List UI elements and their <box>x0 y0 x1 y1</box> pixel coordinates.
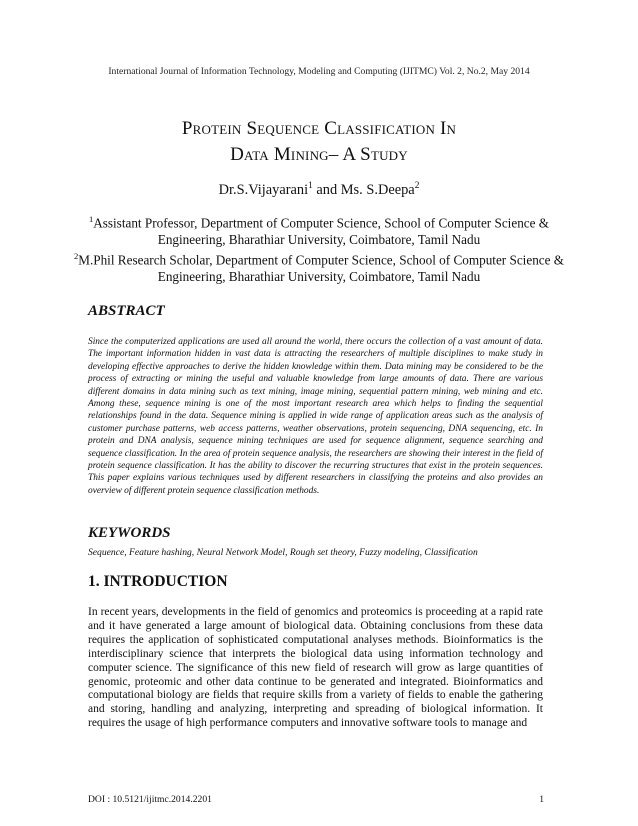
affiliation-1 <box>70 211 568 248</box>
journal-header: International Journal of Information Technology, Modeling and Computing (IJITMC) Vol. 2, No.2, May 2014 <box>108 66 530 77</box>
affiliation-1-mark: 1 <box>88 214 94 224</box>
author-2-affil-mark: 2 <box>414 181 420 191</box>
affiliation-1-text: Assistant Professor, Department of Computer Science, School of Computer Science & Engineering, Bharathiar University, Coimbatore, Tamil Nadu <box>93 215 550 247</box>
authors <box>0 181 638 199</box>
page-number: 1 <box>539 794 544 805</box>
title-line-1: Protein Sequence Classification In <box>181 118 457 139</box>
introduction-heading: 1. INTRODUCTION <box>88 573 228 590</box>
affiliation-2-text: M.Phil Research Scholar, Department of Computer Science, School of Computer Science & Engineering, Bharathiar University, Coimbatore, Tamil Nadu <box>78 252 565 284</box>
author-1: Dr.S.Vijayarani <box>218 181 309 198</box>
affiliation-2 <box>70 248 568 285</box>
author-joiner: and <box>312 181 341 198</box>
keywords-text: Sequence, Feature hashing, Neural Network Model, Rough set theory, Fuzzy modeling, Classification <box>88 547 478 558</box>
affiliations <box>70 211 568 285</box>
author-1-affil-mark: 1 <box>308 181 313 191</box>
abstract-heading: ABSTRACT <box>88 303 165 319</box>
affiliation-2-mark: 2 <box>73 250 79 261</box>
introduction-text: In recent years, developments in the field of genomics and proteomics is proceeding at a rapid rate and it have generated a large amount of biological data. Obtaining conclusions from these data requires the application of sophisticated computational analyses methods. Bioinformatics is the interdisciplinary science that interprets the biological data using information technology and computer science. The significance of this new field of research will grow as large quantities of genomic, proteomic and other data continue to be generated and integrated. Bioinformatics and computational biology are fields that require skills from a variety of fields to enable the gathering and storing, handling and analyzing, interpreting and spreading of biological information. It requires the usage of high performance computers and innovative software tools to manage and <box>88 606 543 730</box>
paper-title <box>60 116 578 168</box>
title-line-2: Data Mining– A Study <box>230 144 408 165</box>
author-2: Ms. S.Deepa <box>340 181 415 198</box>
abstract-text: Since the computerized applications are used all around the world, there occurs the collection of a vast amount of data. The important information hidden in vast data is attracting the researchers of multiple disciplines to make study in developing effective approaches to derive the hidden knowledge within them. Data mining may be considered to be the process of extracting or mining the useful and valuable knowledge from large amounts of data. There are various different domains in data mining such as text mining, image mining, sequential pattern mining, web mining and etc. Among these, sequence mining is one of the most important research area which helps to finding the sequential relationships found in the data. Sequence mining is applied in wide range of application areas such as the analysis of customer purchase patterns, web access patterns, weather observations, protein sequencing, DNA sequencing, etc. In protein and DNA analysis, sequence mining techniques are used for sequence alignment, sequence searching and sequence classification. In the area of protein sequence analysis, the researchers are showing their interest in the field of protein sequence classification. It has the ability to discover the recurring structures that exist in the protein sequences. This paper explains various techniques used by different researchers in classifying the proteins and also provides an overview of different protein sequence classification methods. <box>88 337 543 496</box>
doi: DOI : 10.5121/ijitmc.2014.2201 <box>88 794 212 805</box>
keywords-heading: KEYWORDS <box>88 525 171 541</box>
